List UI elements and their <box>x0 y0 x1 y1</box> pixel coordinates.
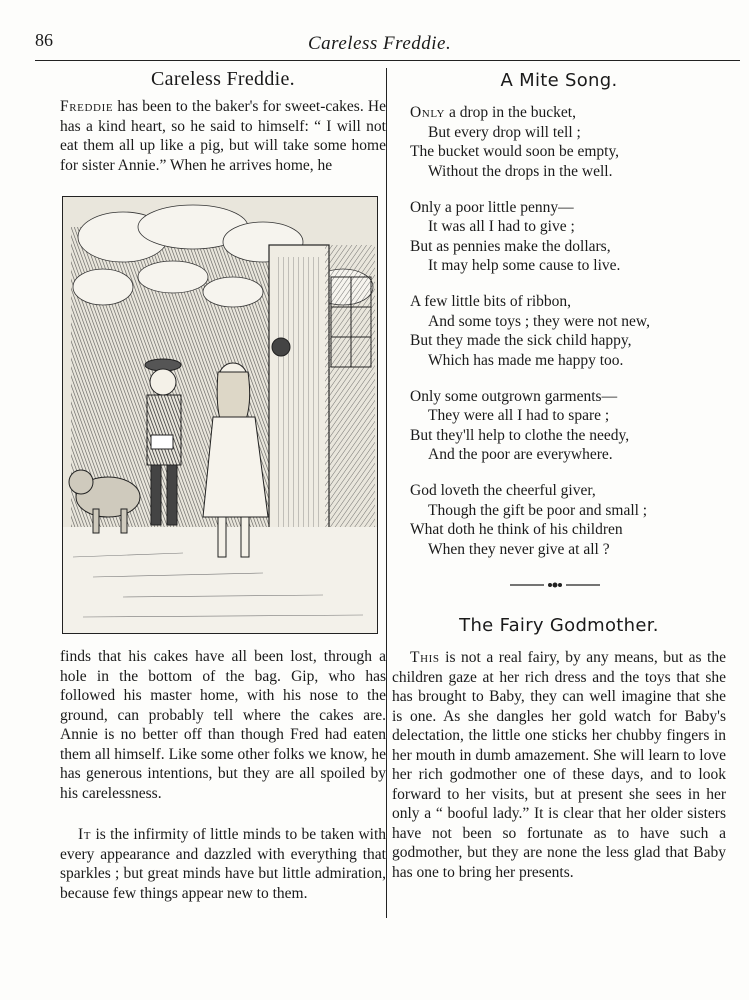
careless-freddie-body: finds that his cakes have all been lost, through a hole in the bottom of the bag. Gip, who has followed his master home, with his nose to the ground, can probably tell where the cakes are. Annie is no better off than though Fred had eaten them all himself. Like some other folks we know, he has generous intentions, but they are all spoiled by his carelessness. <box>60 648 386 802</box>
stanza-line: Only a poor little penny— <box>410 198 574 216</box>
stanza-line: When they never give at all ? <box>428 540 610 558</box>
fairy-lead: This <box>410 649 440 666</box>
stanza-line: It was all I had to give ; <box>428 218 575 235</box>
stanza-line-text: a drop in the bucket, <box>445 104 576 121</box>
running-title: Careless Freddie. <box>308 33 452 54</box>
infirmity-text: is the infirmity of little minds to be taken with every appearance and dazzled with everything that sparkles ; but great minds have but little admiration, because few things appear new to them. <box>60 826 386 902</box>
stanza-line: God loveth the cheerful giver, <box>410 482 596 499</box>
stanza-1 <box>410 103 730 181</box>
children-and-dog-engraving <box>63 197 378 634</box>
poem-title-mite-song: A Mite Song. <box>500 70 618 91</box>
stanza-4 <box>410 387 730 465</box>
fairy-godmother-body <box>392 648 726 882</box>
stanza-line: And some toys ; they were not new, <box>428 312 650 330</box>
stanza-line: But every drop will tell ; <box>428 123 581 141</box>
fairy-text: is not a real fairy, by any means, but as the children gaze at her rich dress and the toys that she has brought to Baby, they can well imagine that she is one. As she dangles her gold watch for Baby's delectation, the little one sticks her chubby fingers in her mouth in dumb amazement. She will learn to love her rich godmother one of these days, and to look forward to her visits, but at present she sees in her only a “ booful lady.” It is clear that her older sisters have not been so fortunate as to have such a godmother, but they are none the less glad that Baby has one to bring her presents. <box>392 649 726 881</box>
stanza-line <box>410 103 730 123</box>
engraving-illustration <box>62 196 378 634</box>
stanza-line: But as pennies make the dollars, <box>410 237 611 255</box>
intro-text: has been to the baker's for sweet-cakes. He has a kind heart, so he said to himself: “ I will not eat them all up like a pig, but will take some home for sister Annie.” When he arrives home, he <box>60 98 386 174</box>
stanza-line: Only some outgrown garments— <box>410 387 618 405</box>
drop-lead: Freddie <box>60 98 114 115</box>
stanza-line: But they'll help to clothe the needy, <box>410 426 630 444</box>
stanza-line: But they made the sick child happy, <box>410 332 632 349</box>
stanza-5 <box>410 481 730 559</box>
stanza-line: The bucket would soon be empty, <box>410 143 620 160</box>
stanza-line: Which has made me happy too. <box>428 351 624 369</box>
stanza-3 <box>410 292 730 370</box>
mite-song-poem <box>410 103 730 576</box>
page-number: 86 <box>35 30 53 50</box>
column-divider <box>386 68 387 918</box>
stanza-line: And the poor are everywhere. <box>428 446 613 463</box>
stanza-line: A few little bits of ribbon, <box>410 293 572 310</box>
careless-freddie-intro <box>60 97 386 175</box>
stanza-line: It may help some cause to live. <box>428 257 621 274</box>
stanza-lead: Only <box>410 104 446 121</box>
header-rule <box>35 60 740 61</box>
article-title-careless-freddie: Careless Freddie. <box>151 68 295 90</box>
stanza-2 <box>410 198 730 276</box>
article-title-fairy-godmother: The Fairy Godmother. <box>459 615 659 636</box>
stanza-line: What doth he think of his children <box>410 521 623 538</box>
stanza-line: Though the gift be poor and small ; <box>428 501 648 519</box>
infirmity-paragraph <box>60 825 386 903</box>
stanza-line: Without the drops in the well. <box>428 162 613 180</box>
infirmity-lead: It <box>78 826 92 843</box>
stanza-line: They were all I had to spare ; <box>428 407 610 424</box>
section-divider-ornament <box>510 580 600 590</box>
